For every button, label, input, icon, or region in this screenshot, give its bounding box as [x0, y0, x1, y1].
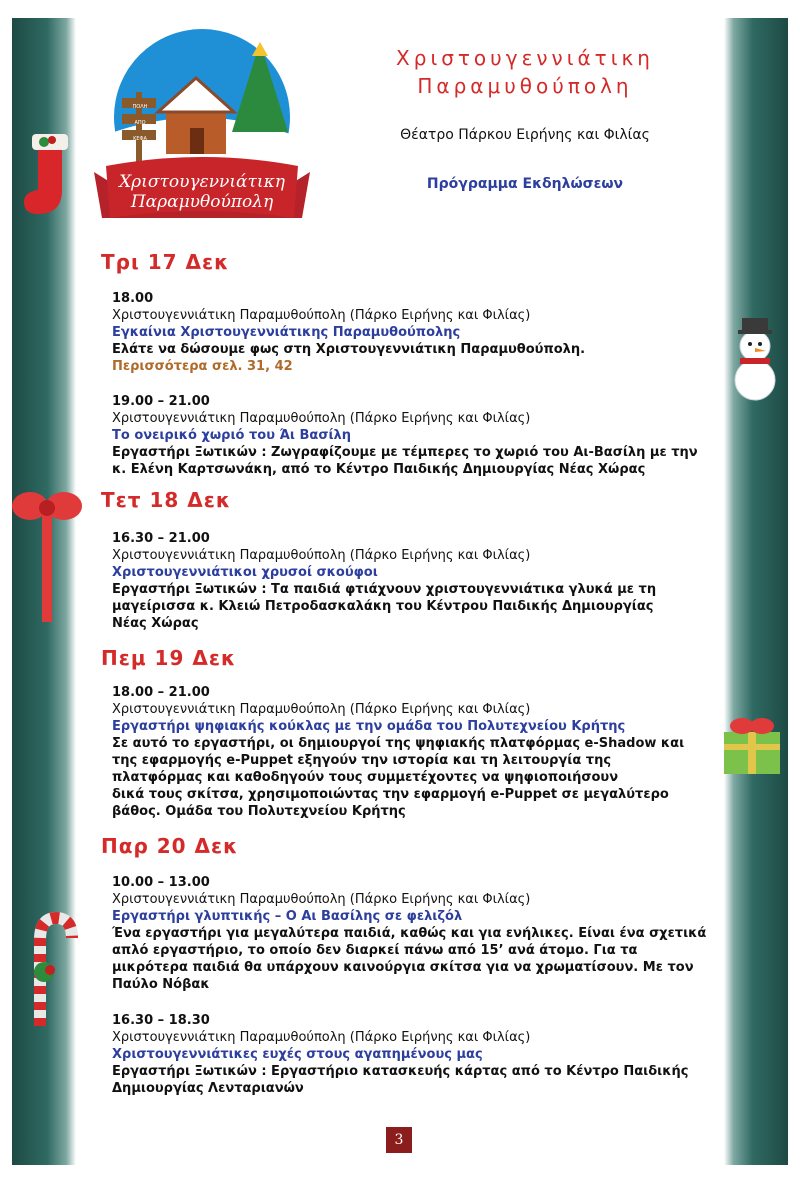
- event-name: Εργαστήρι γλυπτικής – Ο Αι Βασίλης σε φελιζόλ: [112, 909, 463, 924]
- event-block: [112, 684, 712, 820]
- event-block: [112, 290, 712, 375]
- day-heading: Τρι 17 Δεκ: [101, 250, 230, 274]
- event-description-line: Ένα εργαστήρι για μεγαλύτερα παιδιά, καθώς και για ενήλικες. Είναι ένα σχετικά: [112, 926, 707, 941]
- event-time: 16.30 – 18.30: [112, 1013, 210, 1028]
- event-description-line: κ. Ελένη Καρτσωνάκη, από το Κέντρο Παιδικής Δημιουργίας Νέας Χώρας: [112, 462, 646, 477]
- title-line-2: Παραμυθούπολη: [417, 74, 633, 98]
- event-time: 18.00 – 21.00: [112, 685, 210, 700]
- event-name: Χριστουγεννιάτικοι χρυσοί σκούφοι: [112, 565, 378, 580]
- event-logo: [92, 22, 312, 222]
- logo-banner-line-1: Χριστουγεννιάτικη: [119, 172, 285, 192]
- event-time: 16.30 – 21.00: [112, 531, 210, 546]
- event-description-line: της εφαρμογής e-Puppet εξηγούν την ιστορία και τη λειτουργία της: [112, 753, 612, 768]
- day-heading: Τετ 18 Δεκ: [101, 488, 232, 512]
- red-ribbon-bow-icon: [12, 478, 82, 622]
- sign-line-2: ΑΠΟ: [134, 120, 146, 126]
- event-description-line: Σε αυτό το εργαστήρι, οι δημιουργοί της ψηφιακής πλατφόρμας e-Shadow και: [112, 736, 685, 751]
- event-description-line: Εργαστήρι Ξωτικών : Τα παιδιά φτιάχνουν χριστουγεννιάτικα γλυκά με τη: [112, 582, 657, 597]
- event-name: Εγκαίνια Χριστουγεννιάτικης Παραμυθούπολης: [112, 325, 461, 340]
- event-location: Χριστουγεννιάτικη Παραμυθούπολη (Πάρκο Ειρήνης και Φιλίας): [112, 411, 531, 426]
- event-description-line: απλό εργαστήριο, το οποίο δεν διαρκεί πάνω από 15’ ανά άτομο. Για τα: [112, 943, 638, 958]
- program-heading: Πρόγραμμα Εκδηλώσεων: [426, 176, 624, 192]
- event-description-line: Παύλο Νόβακ: [112, 977, 210, 992]
- event-time: 10.00 – 13.00: [112, 875, 210, 890]
- event-description-line: Νέας Χώρας: [112, 616, 199, 631]
- event-name: Χριστουγεννιάτικες ευχές στους αγαπημένους μας: [112, 1047, 483, 1062]
- title-line-1: Χριστουγεννιάτικη: [396, 46, 654, 70]
- event-description-line: μικρότερα παιδιά θα υπάρχουν καινούργια σκίτσα για να χρωματίσουν. Με τον: [112, 960, 694, 975]
- event-description-line: μαγείρισσα κ. Κλειώ Πετροδασκαλάκη του Κέντρου Παιδικής Δημιουργίας: [112, 599, 654, 614]
- event-location: Χριστουγεννιάτικη Παραμυθούπολη (Πάρκο Ειρήνης και Φιλίας): [112, 1030, 531, 1045]
- event-name: Το ονειρικό χωριό του Άι Βασίλη: [112, 428, 351, 443]
- page-title: [330, 44, 720, 100]
- event-time: 18.00: [112, 291, 154, 306]
- page-number: 3: [386, 1127, 412, 1153]
- event-description-line: Ελάτε να δώσουμε φως στη Χριστουγεννιάτικη Παραμυθούπολη.: [112, 342, 586, 357]
- more-info-link: Περισσότερα σελ. 31, 42: [112, 359, 293, 374]
- candy-cane-icon: [16, 910, 80, 1030]
- event-description-line: Δημιουργίας Λενταριανών: [112, 1081, 304, 1096]
- event-description-line: δικά τους σκίτσα, χρησιμοποιώντας την εφαρμογή e-Puppet σε μεγαλύτερο: [112, 787, 669, 802]
- event-location: Χριστουγεννιάτικη Παραμυθούπολη (Πάρκο Ειρήνης και Φιλίας): [112, 892, 531, 907]
- right-decor-stripe: [724, 18, 788, 1165]
- event-block: [112, 874, 712, 993]
- event-block: [112, 393, 712, 478]
- event-block: [112, 530, 712, 632]
- snowman-icon: [722, 312, 788, 404]
- gift-box-icon: [720, 712, 784, 776]
- sign-line-1: ΠΟΛΗ: [132, 104, 148, 110]
- event-block: [112, 1012, 712, 1097]
- event-description-line: Εργαστήρι Ξωτικών : Ζωγραφίζουμε με τέμπερες το χωριό του Αι-Βασίλη με την: [112, 445, 698, 460]
- event-name: Εργαστήρι ψηφιακής κούκλας με την ομάδα του Πολυτεχνείου Κρήτης: [112, 719, 626, 734]
- venue-subtitle: Θέατρο Πάρκου Ειρήνης και Φιλίας: [400, 127, 650, 143]
- event-description-line: Εργαστήρι Ξωτικών : Εργαστήριο κατασκευής κάρτας από το Κέντρο Παιδικής: [112, 1064, 689, 1079]
- christmas-stocking-icon: [16, 128, 78, 220]
- logo-banner-line-2: Παραμυθούπολη: [130, 192, 274, 212]
- event-location: Χριστουγεννιάτικη Παραμυθούπολη (Πάρκο Ειρήνης και Φιλίας): [112, 548, 531, 563]
- event-location: Χριστουγεννιάτικη Παραμυθούπολη (Πάρκο Ειρήνης και Φιλίας): [112, 308, 531, 323]
- event-description-line: πλατφόρμας και καθοδηγούν τους συμμετέχοντες να ψηφιοποιήσουν: [112, 770, 619, 785]
- day-heading: Πεμ 19 Δεκ: [101, 646, 237, 670]
- event-location: Χριστουγεννιάτικη Παραμυθούπολη (Πάρκο Ειρήνης και Φιλίας): [112, 702, 531, 717]
- event-time: 19.00 – 21.00: [112, 394, 210, 409]
- event-description-line: βάθος. Ομάδα του Πολυτεχνείου Κρήτης: [112, 804, 406, 819]
- day-heading: Παρ 20 Δεκ: [101, 834, 239, 858]
- sign-line-3: ΚΕΦΑ: [133, 136, 147, 142]
